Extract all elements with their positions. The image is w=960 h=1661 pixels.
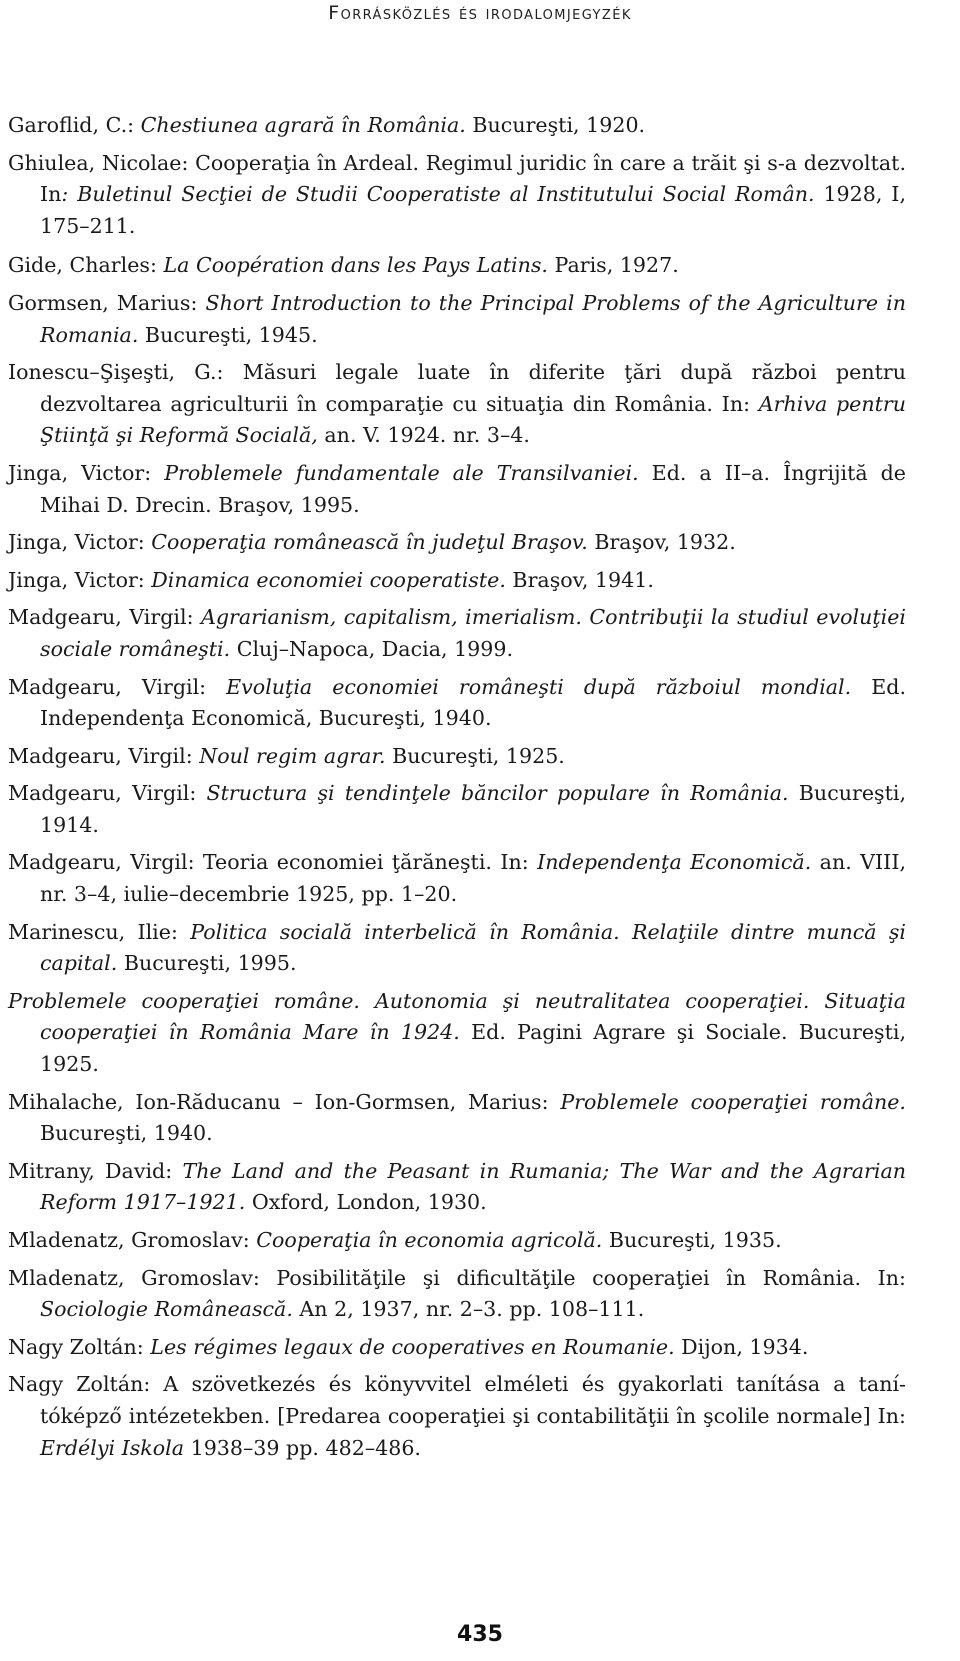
reference-text: Bucureşti, 1995. bbox=[117, 951, 297, 976]
page-number: 435 bbox=[457, 1622, 503, 1647]
reference-entry bbox=[8, 602, 906, 665]
reference-text: Bucureşti, 1940. bbox=[40, 1121, 213, 1146]
reference-title: Chestiunea agrară în România. bbox=[140, 113, 466, 137]
reference-text: Ghiulea, Nicolae: Cooperaţia în Ardeal. Regimul juridic în care a trăit şi s-a dezvoltat. In bbox=[8, 150, 906, 207]
running-header: Forrásközlés és irodalomjegyzék bbox=[328, 2, 632, 24]
reference-title: Problemele cooperaţiei române. Autonomia şi neutralitatea cooperaţiei. Situaţia cooperaţiei în România Mare în 1924. bbox=[8, 988, 906, 1045]
reference-text: An 2, 1937, nr. 2–3. pp. 108–111. bbox=[292, 1297, 645, 1322]
reference-entry bbox=[8, 1369, 906, 1464]
reference-text: Braşov, 1941. bbox=[505, 567, 654, 592]
reference-text: Madgearu, Virgil: bbox=[8, 605, 201, 630]
reference-entry bbox=[8, 917, 906, 980]
reference-text: Ionescu–Şişeşti, G.: Măsuri legale luate în diferite ţări după război pentru dezvoltarea agriculturii în comparaţie cu situaţia din România. In: bbox=[8, 360, 906, 416]
reference-entry bbox=[8, 527, 906, 559]
reference-text: an. V. 1924. nr. 3–4. bbox=[317, 423, 530, 448]
reference-entry bbox=[8, 1332, 906, 1364]
reference-text: Mihalache, Ion-Răducanu – Ion-Gormsen, Marius: bbox=[8, 1089, 561, 1114]
reference-text: Madgearu, Virgil: bbox=[8, 743, 200, 768]
reference-text: Marinescu, Ilie: bbox=[8, 919, 191, 944]
reference-title: Les régimes legaux de cooperatives en Roumanie. bbox=[150, 1334, 675, 1359]
reference-text: Madgearu, Virgil: bbox=[8, 781, 207, 806]
reference-entry bbox=[8, 148, 906, 243]
reference-entry bbox=[8, 458, 906, 521]
reference-title: Agrarianism, capitalism, imerialism. Contribuţii la studiul evoluţiei sociale româneşti. bbox=[40, 605, 906, 661]
reference-text: Dijon, 1934. bbox=[674, 1334, 809, 1359]
reference-title: Dinamica economiei cooperatiste. bbox=[151, 567, 506, 592]
reference-title: Cooperaţia în economia agricolă. bbox=[256, 1228, 603, 1252]
reference-text: Jinga, Victor: bbox=[8, 530, 152, 555]
reference-text: Madgearu, Virgil: Teoria economiei ţărăneşti. In: bbox=[8, 850, 538, 875]
reference-title: Structura şi tendinţele băncilor populare în România. bbox=[206, 781, 789, 806]
reference-entry bbox=[8, 1156, 906, 1219]
reference-text: 1928, I, 175–211. bbox=[40, 182, 906, 238]
reference-text: Mladenatz, Gromoslav: bbox=[8, 1228, 257, 1252]
reference-title: Cooperaţia românească în judeţul Braşov. bbox=[151, 530, 588, 555]
reference-text: Bucureşti, 1920. bbox=[465, 113, 646, 137]
reference-text: Mitrany, David: bbox=[8, 1158, 183, 1183]
reference-text: Oxford, London, 1930. bbox=[245, 1190, 487, 1215]
reference-text: Bucureşti, 1945. bbox=[138, 322, 318, 347]
reference-entry bbox=[8, 1087, 906, 1150]
reference-list bbox=[8, 110, 906, 1470]
reference-text: Ed. Independenţa Economică, Bucureşti, 1940. bbox=[40, 674, 906, 731]
reference-entry bbox=[8, 1263, 906, 1326]
reference-title: Noul regim agrar. bbox=[199, 743, 386, 768]
reference-text: Cluj–Napoca, Dacia, 1999. bbox=[230, 636, 514, 661]
reference-text: 1938–39 pp. 482–486. bbox=[184, 1435, 421, 1460]
reference-title: Problemele fundamentale ale Transilvaniei. bbox=[164, 460, 639, 485]
reference-text: Madgearu, Virgil: bbox=[8, 674, 227, 699]
reference-title: La Coopération dans les Pays Latins. bbox=[163, 253, 548, 278]
reference-entry bbox=[8, 847, 906, 910]
reference-text: Paris, 1927. bbox=[547, 253, 679, 278]
reference-text: Bucureşti, 1935. bbox=[602, 1228, 782, 1252]
reference-entry bbox=[8, 778, 906, 841]
reference-title: Politica socială interbelică în România. Relaţiile dintre muncă şi capital. bbox=[40, 919, 907, 976]
reference-text: Ed. Pagini Agrare şi Sociale. Bucureşti, 1925. bbox=[40, 1020, 906, 1077]
reference-text: Gide, Charles: bbox=[8, 253, 164, 278]
reference-text: an. VIII, nr. 3–4, iulie–decembrie 1925, pp. 1–20. bbox=[40, 850, 906, 907]
reference-entry bbox=[8, 986, 906, 1081]
reference-title: Independenţa Economică. bbox=[537, 850, 812, 875]
reference-text: Garoflid, C.: bbox=[8, 113, 141, 137]
reference-title: Problemele cooperaţiei române. bbox=[560, 1089, 906, 1114]
reference-text: Bucureşti, 1925. bbox=[385, 743, 565, 768]
reference-entry bbox=[8, 1225, 906, 1257]
reference-entry bbox=[8, 110, 906, 142]
reference-text: Nagy Zoltán: bbox=[8, 1334, 151, 1359]
reference-title: : Buletinul Secţiei de Studii Cooperatiste al Institutului Social Român. bbox=[61, 182, 815, 207]
reference-text: Ed. a II–a. Îngrijită de Mihai D. Drecin. Braşov, 1995. bbox=[40, 460, 906, 517]
reference-text: Jinga, Victor: bbox=[8, 460, 165, 485]
reference-entry bbox=[8, 741, 906, 773]
reference-text: Mladenatz, Gromoslav: Posibilităţile şi dificultăţile cooperaţiei în România. In: bbox=[8, 1265, 906, 1290]
reference-text: Nagy Zoltán: A szövetkezés és könyvvitel elméleti és gyakorlati tanítása a taní-tóképző intézetekben. [Predarea cooperaţiei şi contabilităţii în şcolile normale] In: bbox=[8, 1372, 906, 1428]
reference-entry bbox=[8, 288, 906, 351]
reference-title: Arhiva pentru Ştiinţă şi Reformă Socială, bbox=[40, 391, 906, 448]
reference-title: Short Introduction to the Principal Problems of the Agriculture in Romania. bbox=[40, 290, 906, 347]
reference-entry bbox=[8, 672, 906, 735]
reference-text: Gormsen, Marius: bbox=[8, 290, 206, 315]
reference-text: Bucureşti, 1914. bbox=[40, 781, 907, 837]
reference-entry bbox=[8, 250, 906, 282]
reference-entry bbox=[8, 565, 906, 597]
reference-title: The Land and the Peasant in Rumania; The War and the Agrarian Reform 1917–1921. bbox=[40, 1158, 906, 1215]
reference-entry bbox=[8, 357, 906, 452]
reference-title: Erdélyi Iskola bbox=[40, 1435, 185, 1460]
reference-text: Braşov, 1932. bbox=[587, 530, 736, 555]
reference-title: Evoluţia economiei româneşti după războiul mondial. bbox=[226, 674, 852, 699]
reference-text: Jinga, Victor: bbox=[8, 567, 152, 592]
reference-title: Sociologie Românească. bbox=[40, 1297, 293, 1322]
